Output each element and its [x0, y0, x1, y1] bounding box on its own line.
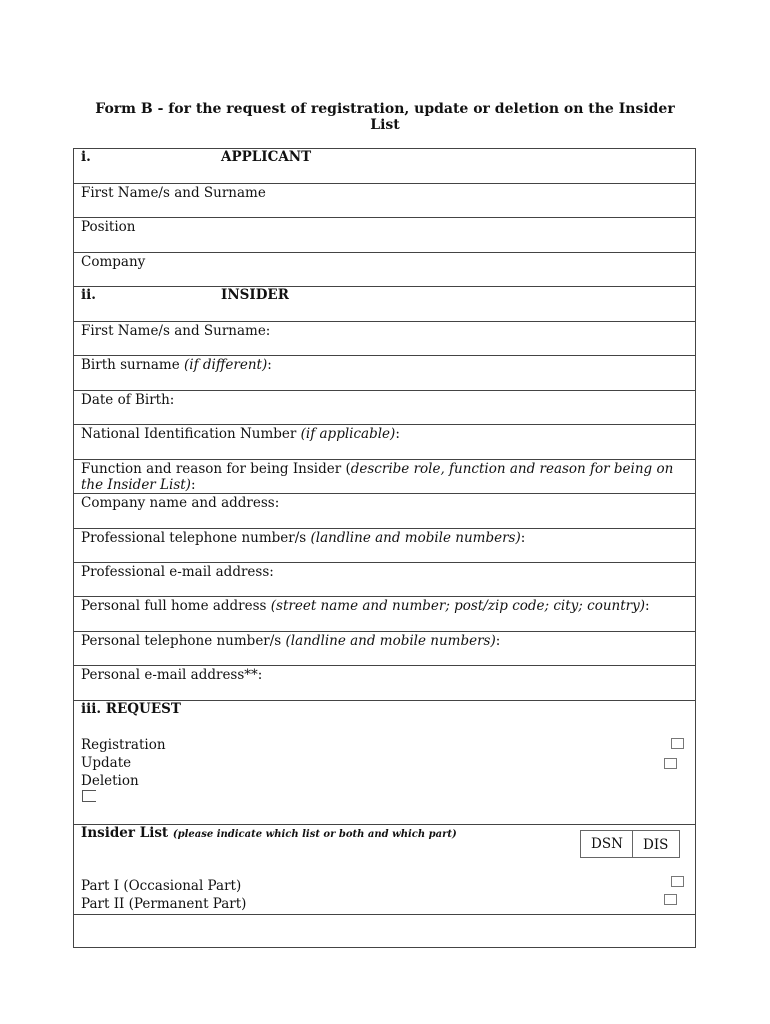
- insider-prof-tel-field[interactable]: [74, 529, 695, 563]
- part2-label: Part II (Permanent Part): [81, 896, 247, 912]
- insider-home-address-field[interactable]: [74, 597, 695, 632]
- option-deletion-label: Deletion: [81, 773, 139, 789]
- field-label: First Name/s and Surname:: [81, 323, 271, 339]
- field-label: Professional e-mail address:: [81, 564, 274, 580]
- part1-checkbox[interactable]: [671, 876, 684, 887]
- field-label: Function and reason for being Insider (describe role, function and reason for being on the Insider List):: [81, 461, 674, 493]
- insider-function-field[interactable]: [74, 460, 695, 494]
- field-label: Personal e-mail address**:: [81, 667, 263, 683]
- form-title: Form B - for the request of registration, update or deletion on the Insider List: [95, 101, 675, 133]
- option-update-label: Update: [81, 755, 132, 771]
- section-insider-list: [74, 825, 695, 915]
- field-label: Personal telephone number/s (landline and mobile numbers):: [81, 633, 501, 649]
- part2-checkbox[interactable]: [664, 894, 677, 905]
- field-label: Birth surname (if different):: [81, 357, 272, 373]
- field-label: Personal full home address (street name and number; post/zip code; city; country):: [81, 598, 650, 614]
- field-label: National Identification Number (if applicable):: [81, 426, 400, 442]
- dsn-option[interactable]: DSN: [591, 836, 623, 852]
- part1-label: Part I (Occasional Part): [81, 878, 242, 894]
- list-selector: [580, 830, 680, 858]
- insider-prof-email-field[interactable]: [74, 563, 695, 597]
- update-checkbox[interactable]: [664, 758, 677, 769]
- section-heading: APPLICANT: [221, 149, 312, 165]
- applicant-position-field[interactable]: [74, 218, 695, 253]
- insider-list-note: (please indicate which list or both and which part): [172, 829, 457, 840]
- section-request: [74, 701, 695, 825]
- insider-company-field[interactable]: [74, 494, 695, 529]
- section-heading: iii. REQUEST: [81, 701, 181, 717]
- insider-nin-field[interactable]: [74, 425, 695, 460]
- dis-option[interactable]: DIS: [643, 837, 669, 853]
- field-label: Professional telephone number/s (landline and mobile numbers):: [81, 530, 526, 546]
- insider-birth-surname-field[interactable]: [74, 356, 695, 391]
- section-number: ii.: [81, 287, 96, 303]
- insider-list-heading: Insider List: [81, 825, 173, 841]
- field-label: Company: [81, 254, 146, 270]
- option-registration-label: Registration: [81, 737, 166, 753]
- section-applicant-header: [74, 149, 695, 184]
- applicant-name-field[interactable]: [74, 184, 695, 218]
- section-number: i.: [81, 149, 91, 165]
- field-label: Position: [81, 219, 136, 235]
- insider-dob-field[interactable]: [74, 391, 695, 425]
- field-label: First Name/s and Surname: [81, 185, 266, 201]
- deletion-checkbox[interactable]: [82, 790, 96, 802]
- insider-pers-email-field[interactable]: [74, 666, 695, 701]
- blank-row[interactable]: [74, 915, 695, 948]
- insider-pers-tel-field[interactable]: [74, 632, 695, 666]
- field-label: Company name and address:: [81, 495, 280, 511]
- applicant-company-field[interactable]: [74, 253, 695, 287]
- insider-form: [73, 148, 696, 948]
- section-insider-header: [74, 287, 695, 322]
- registration-checkbox[interactable]: [671, 738, 684, 749]
- field-label: Date of Birth:: [81, 392, 175, 408]
- section-heading: INSIDER: [221, 287, 289, 303]
- insider-name-field[interactable]: [74, 322, 695, 356]
